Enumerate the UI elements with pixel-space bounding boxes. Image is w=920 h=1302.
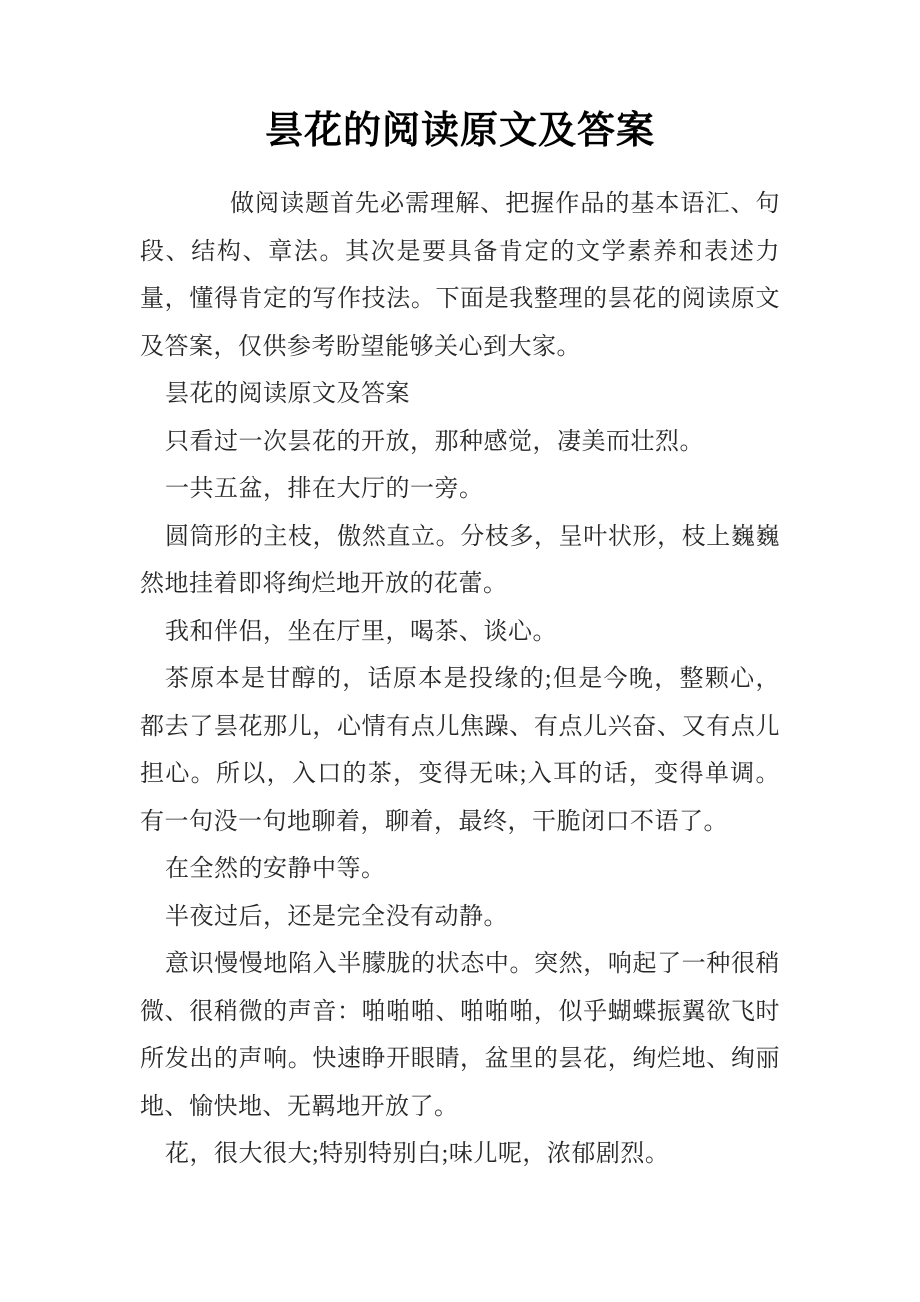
paragraph: 我和伴侣，坐在厅里，喝茶、谈心。	[165, 618, 557, 645]
paragraph: 只看过一次昙花的开放，那种感觉，凄美而壮烈。	[165, 428, 704, 455]
paragraph: 做阅读题首先必需理解、把握作品的基本语汇、句段、结构、章法。其次是要具备肯定的文学素养和表述力量，懂得肯定的写作技法。下面是我整理的昙花的阅读原文及答案，仅供参考盼望能够关心到大家。	[140, 191, 780, 360]
document-body	[140, 181, 780, 1179]
paragraph: 意识慢慢地陷入半朦胧的状态中。突然，响起了一种很稍微、很稍微的声音：啪啪啪、啪啪啪，似乎蝴蝶振翼欲飞时所发出的声响。快速睁开眼睛，盆里的昙花，绚烂地、绚丽地、愉快地、无羁地开放了。	[140, 951, 780, 1120]
paragraph: 一共五盆，排在大厅的一旁。	[165, 476, 484, 502]
paragraph: 茶原本是甘醇的，话原本是投缘的;但是今晚，整颗心，都去了昙花那儿，心情有点儿焦躁、有点儿兴奋、又有点儿担心。所以，入口的茶，变得无味;入耳的话，变得单调。有一句没一句地聊着，聊着，最终，干脆闭口不语了。	[140, 666, 780, 835]
paragraph: 花，很大很大;特别特别白;味儿呢，浓郁剧烈。	[165, 1141, 670, 1167]
paragraph: 半夜过后，还是完全没有动静。	[165, 903, 508, 930]
paragraph: 在全然的安静中等。	[165, 856, 386, 882]
paragraph: 昙花的阅读原文及答案	[165, 381, 410, 407]
document-title: 昙花的阅读原文及答案	[264, 110, 655, 152]
paragraph: 圆筒形的主枝，傲然直立。分枝多，呈叶状形，枝上巍巍然地挂着即将绚烂地开放的花蕾。	[140, 523, 780, 597]
